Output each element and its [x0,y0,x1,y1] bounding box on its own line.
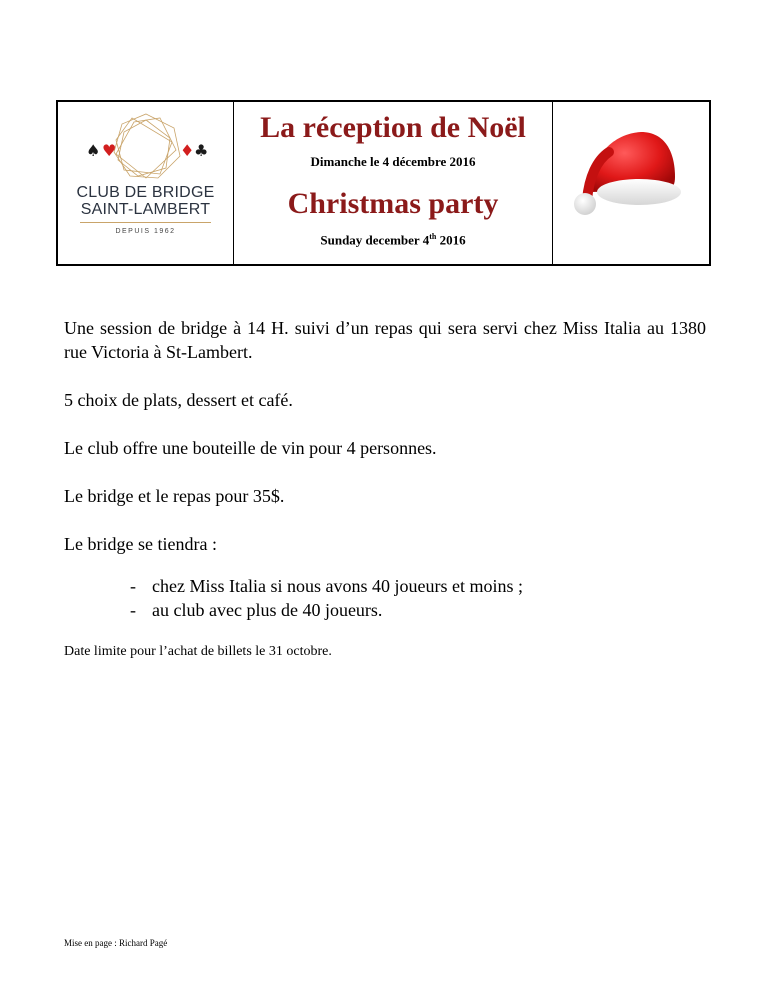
list-dash: - [130,600,136,620]
paragraph-menu: 5 choix de plats, dessert et café. [64,390,293,410]
list-dash: - [130,576,136,596]
list-item [130,574,523,598]
hat-cell [553,102,709,264]
club-name-line1: CLUB DE BRIDGE [76,184,215,201]
club-logo-emblem [76,110,216,182]
paragraph-session: Une session de bridge à 14 H. suivi d’un repas qui sera servi chez Miss Italia au 1380 rue Victoria à St-Lambert. [64,318,706,362]
deadline-note: Date limite pour l’achat de billets le 31 octobre. [64,644,332,659]
header-box [56,100,711,266]
club-since: DEPUIS 1962 [115,228,176,235]
heart-icon: ♥ [102,141,117,160]
diamond-icon: ♦ [180,141,195,160]
paragraph-price: Le bridge et le repas pour 35$. [64,486,285,506]
location-list [130,574,523,622]
club-name-line2: SAINT-LAMBERT [80,201,211,218]
paragraph-location: Le bridge se tiendra : [64,534,217,554]
footer-credit: Mise en page : Richard Pagé [64,938,168,948]
club-icon: ♣ [194,141,209,160]
title-french: La réception de Noël [260,111,526,144]
list-item-text: chez Miss Italia si nous avons 40 joueurs et moins ; [152,576,523,596]
club-logo-cell [58,102,234,264]
logo-divider [80,222,211,223]
title-english: Christmas party [287,187,499,220]
date-french: Dimanche le 4 décembre 2016 [310,154,476,169]
event-title-cell [234,102,553,264]
list-item [130,598,523,622]
santa-hat-icon [569,122,689,232]
paragraph-wine: Le club offre une bouteille de vin pour 4 personnes. [64,438,437,458]
date-english: Sunday december 4th 2016 [320,232,466,248]
list-item-text: au club avec plus de 40 joueurs. [152,600,383,620]
spade-icon: ♠ [86,141,101,160]
